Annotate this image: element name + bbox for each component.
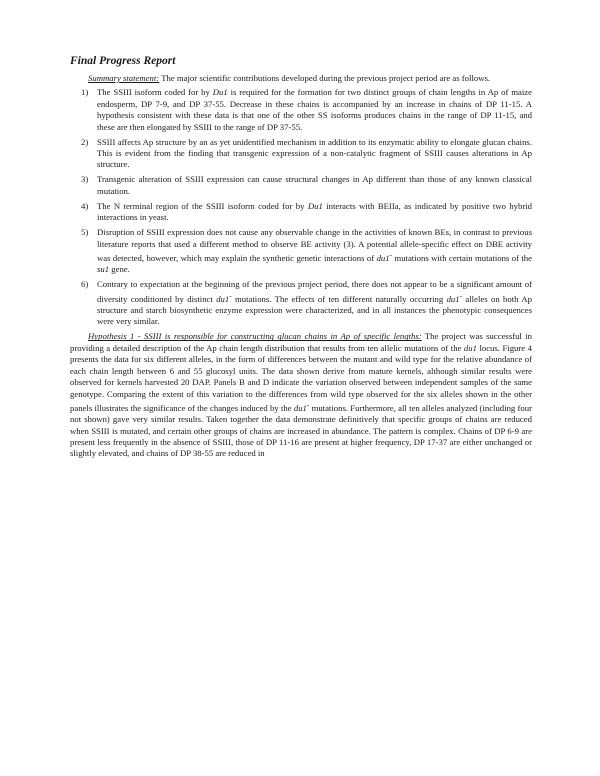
hypothesis-paragraph [70, 331, 532, 459]
summary-intro: The major scientific contributions developed during the previous project period are as follows. [159, 73, 491, 83]
item-number: 2) [81, 136, 89, 147]
hypothesis-text: The project was successful in providing a detailed description of the Ap chain length distribution that results from ten allelic mutations of the [70, 331, 532, 353]
list-item [70, 227, 532, 276]
allele-superscript: - [459, 291, 463, 300]
item-text: The SSIII isoform coded for by [97, 87, 213, 98]
item-text: Disruption of SSIII expression does not cause any observable change in the activities of known BEs, in contrast to previous literature reports that used a different method to observe BE activity (3). A potential allele-specific effect on DBE activity was detected, however, which may explain the synthetic genetic interactions of [97, 227, 532, 263]
item-text: gene. [109, 264, 130, 275]
item-number: 3) [81, 174, 89, 185]
document-page [70, 54, 532, 460]
gene-name: su1 [97, 264, 110, 275]
item-text: Contrary to expectation at the beginning of the previous project period, there does not appear to be a significant amount of diversity conditioned by distinct [97, 279, 532, 304]
item-text: is required for the formation for two distinct groups of chain lengths in Ap of maize endosperm, DP 7-9, and DP 37-55. Decrease in these chains is accompanied by an increase in chains of DP 11-15. A hypothesis consistent with these data is that one of the other SS isoforms produces chains in the range of DP 11-15, and these are then elongated by SSIII to the range of DP 37-55. [97, 87, 532, 132]
item-number: 4) [81, 200, 89, 211]
gene-name: du1 [376, 252, 390, 263]
allele-superscript: - [389, 251, 393, 260]
gene-name: Du1 [307, 200, 323, 211]
report-title: Final Progress Report [70, 55, 176, 67]
item-text: alleles on both Ap structure and starch biosynthetic enzyme expression were characterized, and in all instances the phenotypic consequences were very similar. [97, 293, 532, 327]
item-text: mutations. The effects of ten different naturally occurring [231, 293, 447, 304]
gene-name: du1 [463, 342, 477, 353]
summary-paragraph [70, 73, 532, 84]
contributions-list [70, 87, 532, 327]
hypothesis-text: locus. Figure 4 presents the data for six different alleles, in the form of differences between the mutant and wild type for the relative abundance of each chain length between 6 and 55 glucosyl units. The data shown derive from mature kernels, although similar results were observed for kernels harvested 20 DAP. Panels B and D indicate the variation observed between independent samples of the same genotype. Comparing the extent of this variation to the differences from wild type observed for the six alleles shown in the other panels illustrates the significance of the changes induced by the [70, 342, 532, 413]
gene-name: du1 [216, 293, 230, 304]
item-text: Transgenic alteration of SSIII expression can cause structural changes in Ap different than those of any known classical mutation. [97, 174, 532, 196]
gene-name: du1 [293, 402, 307, 413]
gene-name: Du1 [212, 87, 228, 98]
summary-label: Summary statement: [88, 73, 160, 83]
list-item [70, 201, 532, 224]
hypothesis-text: mutations. Furthermore, all ten alleles analyzed (including four not shown) gave very similar results. Taken together the data demonstrate definitively that specific groups of chains are reduced when SSIII is mutated, and certain other groups of chains are increased in abundance. The pattern is complex. Chains of DP 6-9 are present less frequently in the absence of SSIII, those of DP 11-16 are present at higher frequency, DP 17-37 are either unchanged or slightly elevated, and chains of DP 38-55 are reduced in [70, 402, 532, 459]
list-item [70, 87, 532, 133]
list-item [70, 174, 532, 197]
item-text: mutations with certain mutations of the [392, 252, 532, 263]
item-number: 1) [81, 87, 89, 98]
list-item [70, 137, 532, 171]
allele-superscript: - [229, 291, 232, 300]
allele-superscript: - [306, 400, 310, 409]
item-text: SSIII affects Ap structure by an as yet unidentified mechanism in addition to its enzymatic ability to elongate glucan chains. This is evident from the finding that transgenic expression of a non-catalytic fragment of SSIII causes alterations in Ap structure. [97, 136, 532, 170]
item-text: The N terminal region of the SSIII isoform coded for by [97, 200, 308, 211]
item-number: 6) [81, 279, 89, 290]
item-text: interacts with BEIIa, as indicated by positive two hybrid interactions in yeast. [97, 200, 532, 223]
list-item [70, 279, 532, 328]
hypothesis-label: Hypothesis 1 - SSIII is responsible for constructing glucan chains in Ap of specific lengths: [88, 331, 422, 342]
gene-name: du1 [446, 293, 460, 304]
item-number: 5) [81, 227, 89, 238]
